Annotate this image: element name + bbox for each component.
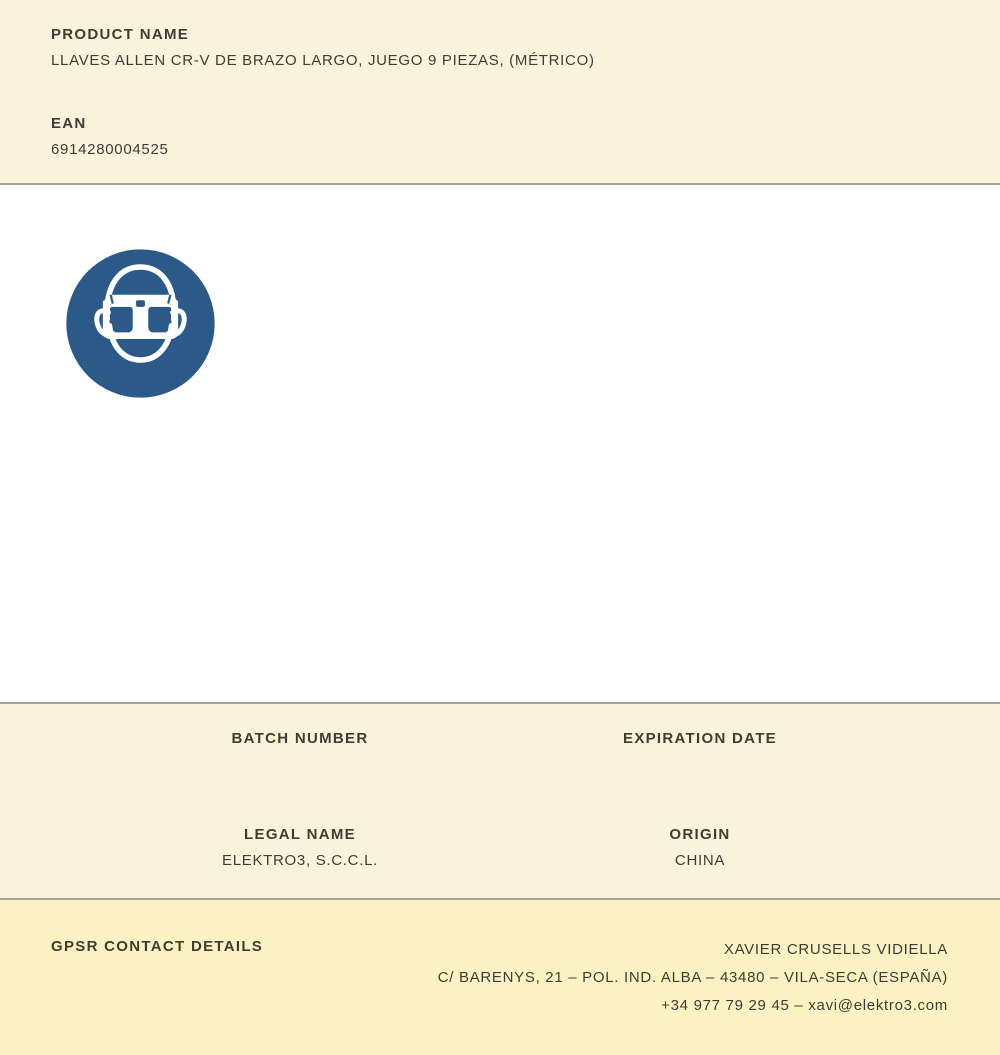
- contact-phone-email: +34 977 79 29 45 – xavi@elektro3.com: [661, 997, 948, 1014]
- ean-label: EAN: [51, 115, 87, 132]
- product-name-group: [51, 26, 949, 69]
- gpsr-contact-label: GPSR CONTACT DETAILS: [51, 938, 264, 955]
- wear-eye-protection-icon: [63, 246, 218, 401]
- batch-number-group: [100, 730, 500, 756]
- product-name-value: LLAVES ALLEN CR-V DE BRAZO LARGO, JUEGO 9 PIEZAS, (MÉTRICO): [51, 52, 595, 69]
- ean-group: [51, 115, 949, 158]
- expiration-date-group: [500, 730, 900, 756]
- origin-value: CHINA: [674, 852, 726, 869]
- batch-number-label: BATCH NUMBER: [231, 730, 369, 747]
- origin-group: [500, 826, 900, 869]
- fields-row-2: [100, 826, 900, 869]
- gpsr-contact-section: [0, 900, 1000, 1055]
- traceability-fields-section: [0, 704, 1000, 900]
- product-name-label: PRODUCT NAME: [51, 26, 190, 43]
- ean-value: 6914280004525: [51, 141, 169, 158]
- contact-address: C/ BARENYS, 21 – POL. IND. ALBA – 43480 – VILA-SECA (ESPAÑA): [437, 969, 948, 986]
- safety-pictogram-section: [0, 246, 1000, 704]
- fields-row-1: [100, 730, 900, 756]
- legal-name-label: LEGAL NAME: [244, 826, 356, 843]
- product-header-section: [0, 0, 1000, 185]
- origin-label: ORIGIN: [669, 826, 731, 843]
- contact-person-name: XAVIER CRUSELLS VIDIELLA: [723, 941, 948, 958]
- legal-name-value: ELEKTRO3, S.C.C.L.: [222, 852, 378, 869]
- expiration-date-label: EXPIRATION DATE: [623, 730, 777, 747]
- legal-name-group: [100, 826, 500, 869]
- gpsr-contact-block: [438, 936, 948, 1020]
